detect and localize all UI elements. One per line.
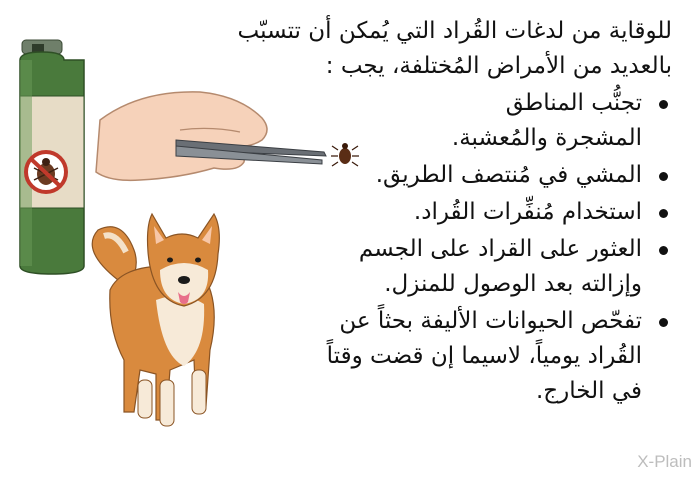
prevention-text xyxy=(202,14,672,411)
list-item: استخدام مُنفِّرات القُراد. xyxy=(202,195,672,230)
list-item: تجنُّب المناطق المشجرة والمُعشبة. xyxy=(202,86,672,156)
logo-text: X-Plain xyxy=(637,452,692,471)
xplain-logo xyxy=(637,452,692,472)
intro-paragraph: للوقاية من لدغات القُراد التي يُمكن أن تتسبّب بالعديد من الأمراض المُختلفة، يجب : xyxy=(237,18,672,79)
spray-can-icon xyxy=(20,40,84,274)
list-item: المشي في مُنتصف الطريق. xyxy=(202,158,672,193)
list-item: تفحّص الحيوانات الأليفة بحثاً عن القُراد يومياً، لاسيما إن قضت وقتاً في الخارج. xyxy=(202,304,672,409)
list-item: العثور على القراد على الجسم وإزالته بعد الوصول للمنزل. xyxy=(202,232,672,302)
dog-icon xyxy=(92,214,219,426)
prevention-list xyxy=(202,86,672,409)
